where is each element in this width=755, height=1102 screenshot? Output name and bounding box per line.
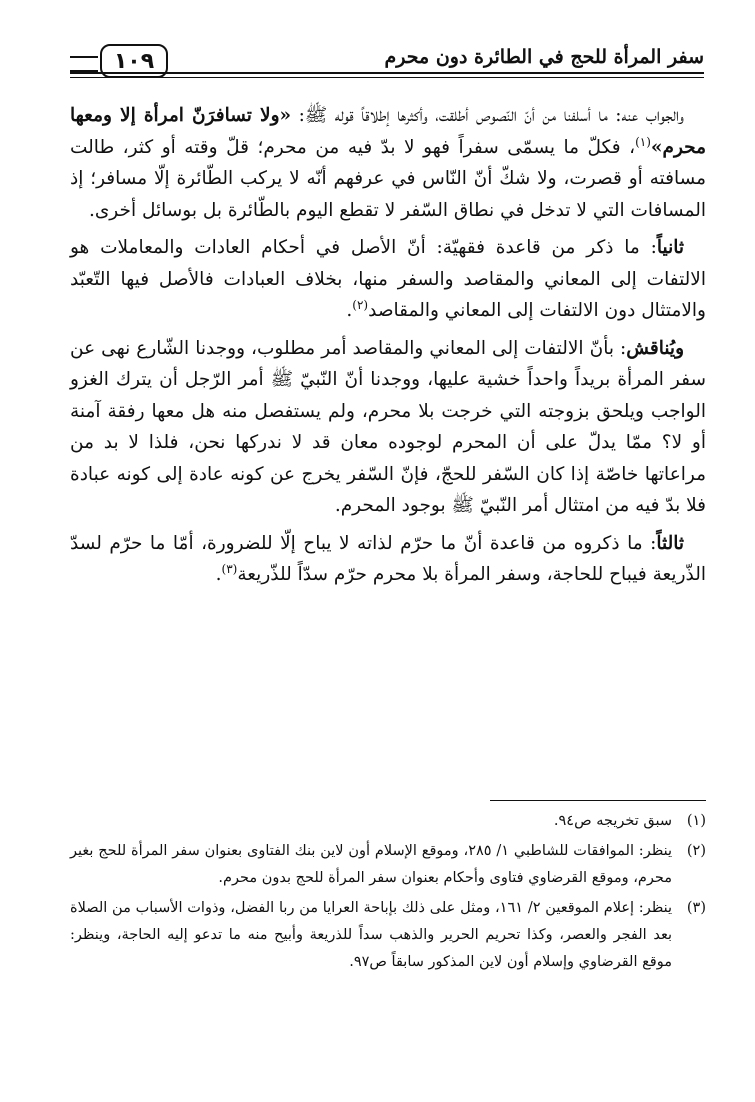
footnotes xyxy=(70,808,706,979)
p2-end: . xyxy=(346,300,353,321)
footnote-item xyxy=(70,808,706,835)
p2-text: : ما ذكر من قاعدة فقهيّة: أنّ الأصل في أحكام العادات والمعاملات هو الالتفات إلى المعاني والمقاصد والسفر منها، بخلاف العبادات فالأصل فيها التّعبّد والامتثال دون الالتفات إلى المعاني والمقاصد xyxy=(70,237,706,321)
page-number: ١٠٩ xyxy=(113,48,155,74)
hadith-quote: «ولا تسافرَنّ امرأة إلا ومعها محرم» xyxy=(70,105,706,158)
paragraph-third xyxy=(70,528,706,591)
footnote-item xyxy=(70,838,706,892)
footnote-ref-1: (١) xyxy=(635,134,651,149)
paragraph-answer xyxy=(70,100,706,226)
paragraph-second xyxy=(70,232,706,327)
footnote-number: (٣) xyxy=(686,900,706,916)
footnote-separator xyxy=(490,800,706,801)
p4-end: . xyxy=(215,564,222,585)
header-rule xyxy=(70,72,704,74)
footnote-number: (٢) xyxy=(686,843,706,859)
discussion-lead: ويُناقش xyxy=(626,337,684,359)
p1-rest: ، فكلّ ما يسمّى سفراً فهو لا بدّ فيه من محرم؛ قلّ وقته أو كثر، طالت مسافته أو قصرت، ولا شكّ أنّ النّاس في عرفهم أنّه لا يركب الطّائرة إلّا مسافر؛ إذ المسافات التي لا تدخل في نطاق السّفر لا تقطع اليوم بالطّائرة بل بوسائل أخرى. xyxy=(70,136,706,221)
footnote-text: ينظر: الموافقات للشاطبي ١/ ٢٨٥، وموقع الإسلام أون لاين بنك الفتاوى بعنوان سفر المرأة للحج بغير محرم، وموقع القرضاوي فتاوى وأحكام بعنوان سفر المرأة للحج بدون محرم. xyxy=(70,843,673,886)
paragraph-discussion xyxy=(70,333,706,522)
footnote-item xyxy=(70,895,706,976)
header-rule-thin xyxy=(70,77,704,78)
main-text xyxy=(70,100,706,597)
p1-text: والجواب عنه: ما أسلفنا من أنّ النّصوص أطلقت، وأكثرها إطلاقاً قوله ﷺ: xyxy=(291,105,684,126)
running-title: سفر المرأة للحج في الطائرة دون محرم xyxy=(384,46,704,68)
page-header xyxy=(70,40,704,90)
footnote-text: سبق تخريجه ص٩٤. xyxy=(553,813,672,829)
page-number-ornament xyxy=(70,40,180,80)
third-lead: ثالثاً xyxy=(656,532,684,554)
second-lead: ثانياً xyxy=(656,237,684,258)
footnote-ref-3: (٣) xyxy=(221,561,238,576)
p3-text: : بأنّ الالتفات إلى المعاني والمقاصد أمر مطلوب، ووجدنا الشّارع نهى عن سفر المرأة بريداً واحداً خشية عليها، ووجدنا أنّ النّبيّ ﷺ أمر الرّجل أن يترك الغزو الواجب ويلحق بزوجته التي خرجت بلا محرم، ولم يستفصل منه هل معها رفقة آمنة أو لا؟ ممّا يدلّ على أن المحرم لوجوده معان قد لا ندركها نحن، فلذا لا بد من مراعاتها خاصّة إذا كان السّفر للحجّ، فإنّ السّفر يخرج عن كونه عادة إلى كونه عبادة فلا بدّ فيه من امتثال أمر النّبيّ ﷺ بوجود المحرم. xyxy=(70,337,706,516)
footnote-number: (١) xyxy=(686,813,706,829)
footnote-ref-2: (٢) xyxy=(352,297,369,312)
p4-text: : ما ذكروه من قاعدة أنّ ما حرّم لذاته لا يباح إلّا للضرورة، أمّا ما حرّم لسدّ الذّريعة فيباح للحاجة، وسفر المرأة بلا محرم حرّم سدّاً للذّريعة xyxy=(70,532,706,585)
ornament-lines xyxy=(70,56,98,72)
footnote-text: ينظر: إعلام الموقعين ٢/ ١٦١، ومثل على ذلك بإباحة العرايا من ربا الفضل، وذوات الأسباب من الصلاة بعد الفجر والعصر، وكذا تحريم الحرير والذهب سداً للذريعة وأبيح منه ما تدعو إليه الحاجة، وينظر: موقع القرضاوي وإسلام أون لاين المذكور سابقاً ص٩٧. xyxy=(70,900,672,970)
